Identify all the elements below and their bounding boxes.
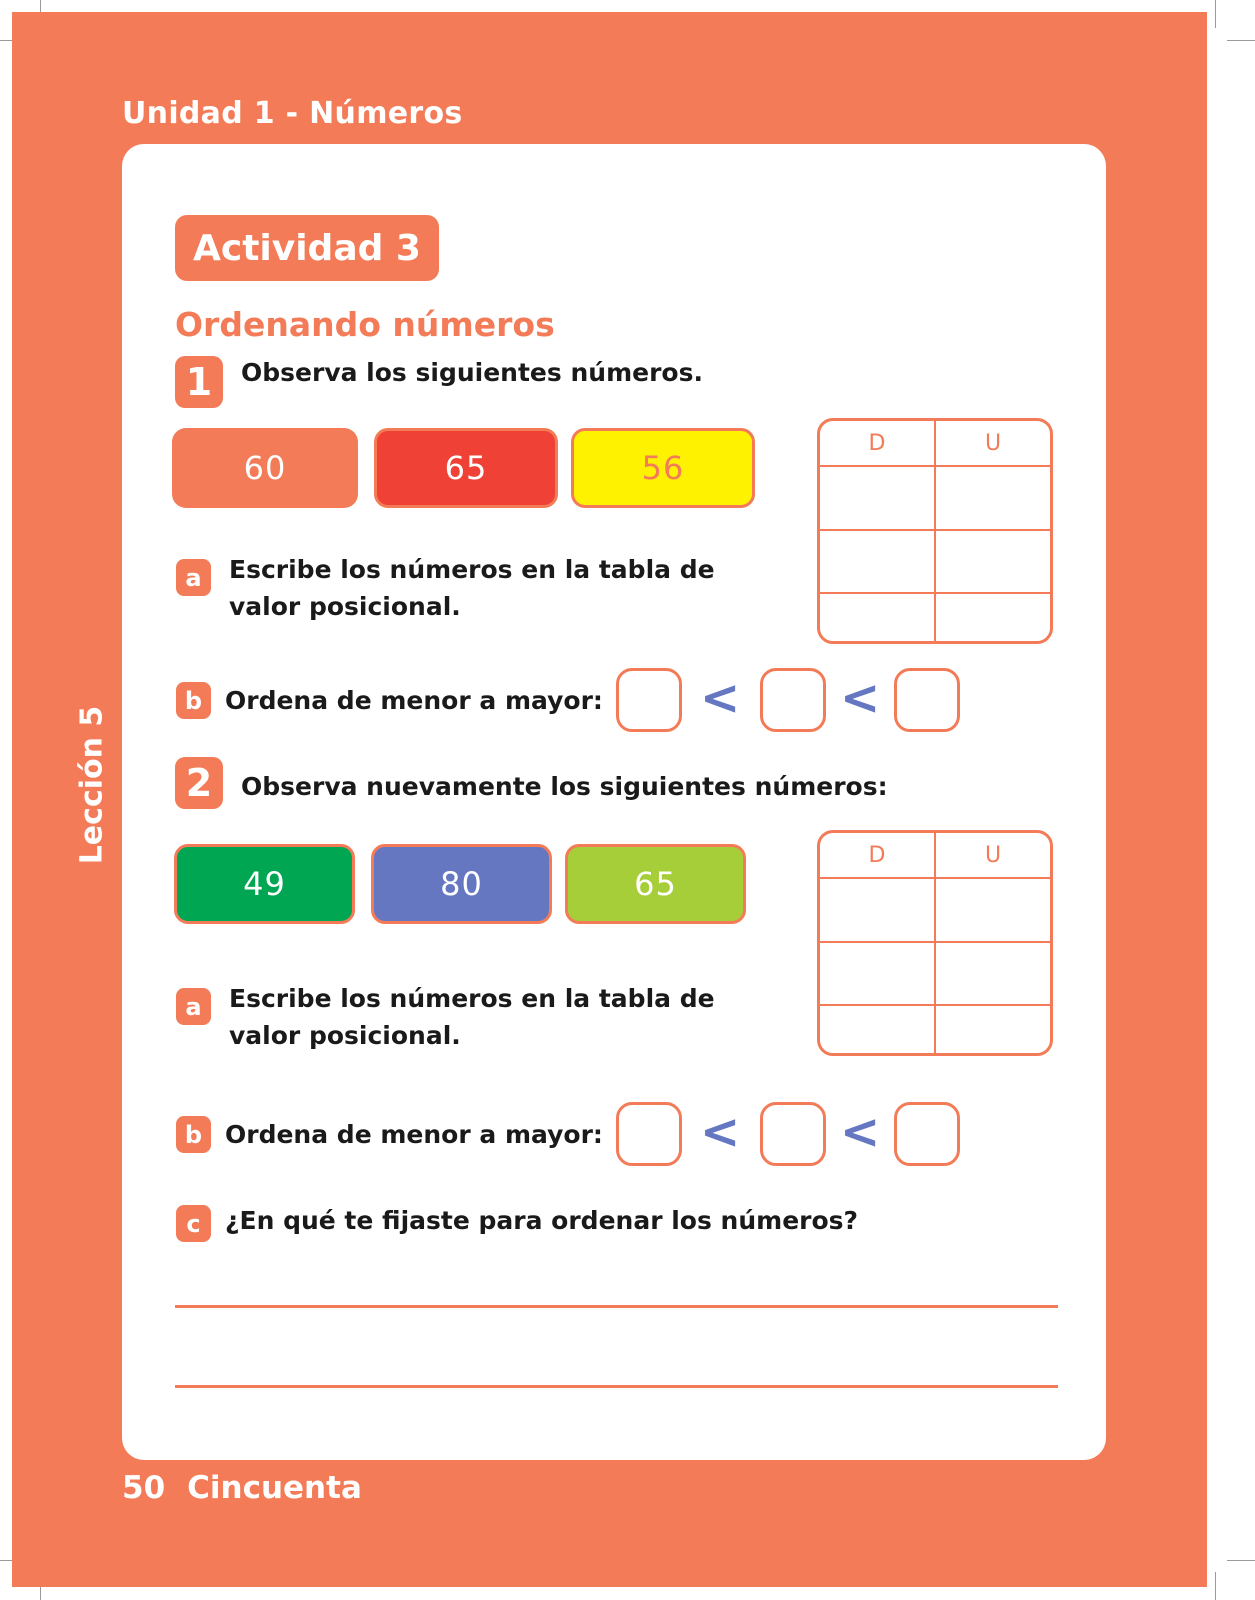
section-title: Ordenando números bbox=[175, 305, 555, 344]
crop-mark bbox=[1227, 1560, 1255, 1561]
table-cell[interactable] bbox=[820, 530, 935, 594]
answer-box[interactable] bbox=[760, 1102, 826, 1166]
page-footer bbox=[122, 1470, 384, 1506]
item-letter-a: a bbox=[176, 988, 211, 1025]
item-c-question: ¿En qué te fijaste para ordenar los números? bbox=[225, 1206, 859, 1235]
number-card: 80 bbox=[371, 844, 552, 924]
number-card: 49 bbox=[174, 844, 355, 924]
item-letter-c: c bbox=[176, 1205, 211, 1242]
answer-line[interactable] bbox=[175, 1305, 1058, 1308]
item-letter-b: b bbox=[176, 1116, 211, 1153]
answer-box[interactable] bbox=[760, 668, 826, 732]
answer-line[interactable] bbox=[175, 1385, 1058, 1388]
answer-box[interactable] bbox=[616, 1102, 682, 1166]
crop-mark bbox=[1227, 40, 1255, 41]
exercise-2-instruction: Observa nuevamente los siguientes números: bbox=[241, 772, 888, 801]
exercise-1-instruction: Observa los siguientes números. bbox=[241, 358, 703, 387]
less-than-sign: < bbox=[840, 670, 881, 726]
units-header: U bbox=[935, 833, 1050, 878]
item-a-line-1: Escribe los números en la tabla de bbox=[229, 984, 715, 1013]
answer-box[interactable] bbox=[894, 1102, 960, 1166]
table-cell[interactable] bbox=[935, 878, 1050, 942]
number-card: 56 bbox=[571, 428, 755, 508]
place-value-table bbox=[817, 830, 1053, 1056]
place-value-table bbox=[817, 418, 1053, 644]
table-cell[interactable] bbox=[935, 1005, 1050, 1053]
tens-header: D bbox=[820, 421, 935, 466]
unit-title: Unidad 1 - Números bbox=[122, 96, 463, 131]
number-card: 60 bbox=[172, 428, 358, 508]
answer-box[interactable] bbox=[894, 668, 960, 732]
number-card: 65 bbox=[374, 428, 558, 508]
table-cell[interactable] bbox=[820, 942, 935, 1006]
item-b-text: Ordena de menor a mayor: bbox=[225, 1120, 603, 1149]
item-letter-b: b bbox=[176, 682, 211, 719]
table-cell[interactable] bbox=[820, 466, 935, 530]
table-cell[interactable] bbox=[935, 942, 1050, 1006]
table-cell[interactable] bbox=[820, 878, 935, 942]
item-a-line-2: valor posicional. bbox=[229, 592, 461, 621]
item-letter-a: a bbox=[176, 559, 211, 596]
lesson-tab: Lección 5 bbox=[74, 705, 110, 865]
activity-badge: Actividad 3 bbox=[175, 215, 439, 281]
answer-box[interactable] bbox=[616, 668, 682, 732]
table-cell[interactable] bbox=[935, 530, 1050, 594]
exercise-1-number: 1 bbox=[175, 356, 223, 408]
less-than-sign: < bbox=[700, 670, 741, 726]
number-card: 65 bbox=[565, 844, 746, 924]
crop-mark bbox=[1215, 1572, 1216, 1600]
table-cell[interactable] bbox=[820, 1005, 935, 1053]
table-cell[interactable] bbox=[820, 593, 935, 641]
crop-mark bbox=[1215, 0, 1216, 28]
page-number: 50 bbox=[122, 1470, 166, 1506]
table-cell[interactable] bbox=[935, 466, 1050, 530]
less-than-sign: < bbox=[700, 1104, 741, 1160]
item-b-text: Ordena de menor a mayor: bbox=[225, 686, 603, 715]
units-header: U bbox=[935, 421, 1050, 466]
page-number-word: Cincuenta bbox=[187, 1470, 362, 1506]
table-cell[interactable] bbox=[935, 593, 1050, 641]
less-than-sign: < bbox=[840, 1104, 881, 1160]
item-a-line-1: Escribe los números en la tabla de bbox=[229, 555, 715, 584]
exercise-2-number: 2 bbox=[175, 757, 223, 809]
tens-header: D bbox=[820, 833, 935, 878]
item-a-line-2: valor posicional. bbox=[229, 1021, 461, 1050]
